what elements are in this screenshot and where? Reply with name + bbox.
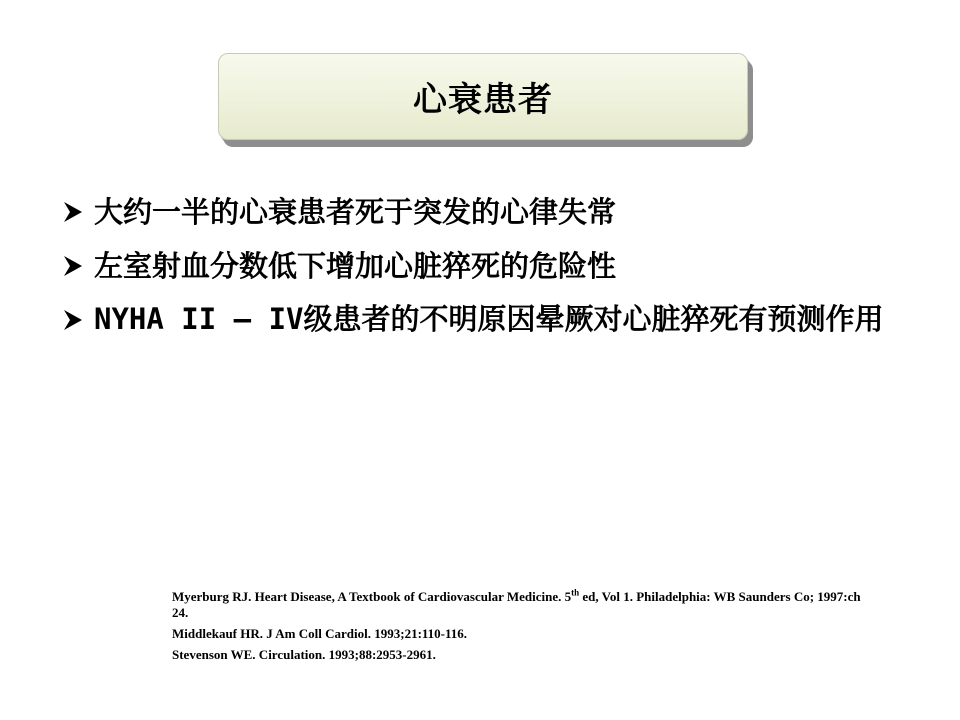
bullet-text [94,296,922,342]
reference-item: Stevenson WE. Circulation. 1993;88:2953-2961. [172,647,436,662]
references [172,589,872,668]
reference-text: Myerburg RJ. Heart Disease, A Textbook of Cardiovascular Medicine. 5 [172,589,572,604]
title-box [218,53,748,140]
arrow-bullet-icon [62,242,94,290]
bullet-text: 大约一半的心衰患者死于突发的心律失常 [94,195,617,229]
bullet-item [62,242,922,290]
slide-title: 心衰患者 [413,80,553,120]
bullet-text-rest: 级患者的不明原因晕厥对心脏猝死有预测作用 [303,302,884,336]
bullet-item [62,296,922,344]
reference-item: Middlekauf HR. J Am Coll Cardiol. 1993;21:110-116. [172,626,468,641]
reference-superscript: th [571,587,580,598]
nyha-class-label: NYHA II – IV [94,302,304,336]
bullet-list [62,188,922,350]
reference-text: ed, Vol 1. Philadelphia: WB Saunders Co; 1997:ch 24. [172,589,861,620]
bullet-text: 左室射血分数低下增加心脏猝死的危险性 [94,249,617,283]
bullet-item [62,188,922,236]
reference-item [172,589,872,621]
arrow-bullet-icon [62,188,94,236]
arrow-bullet-icon [62,296,94,344]
